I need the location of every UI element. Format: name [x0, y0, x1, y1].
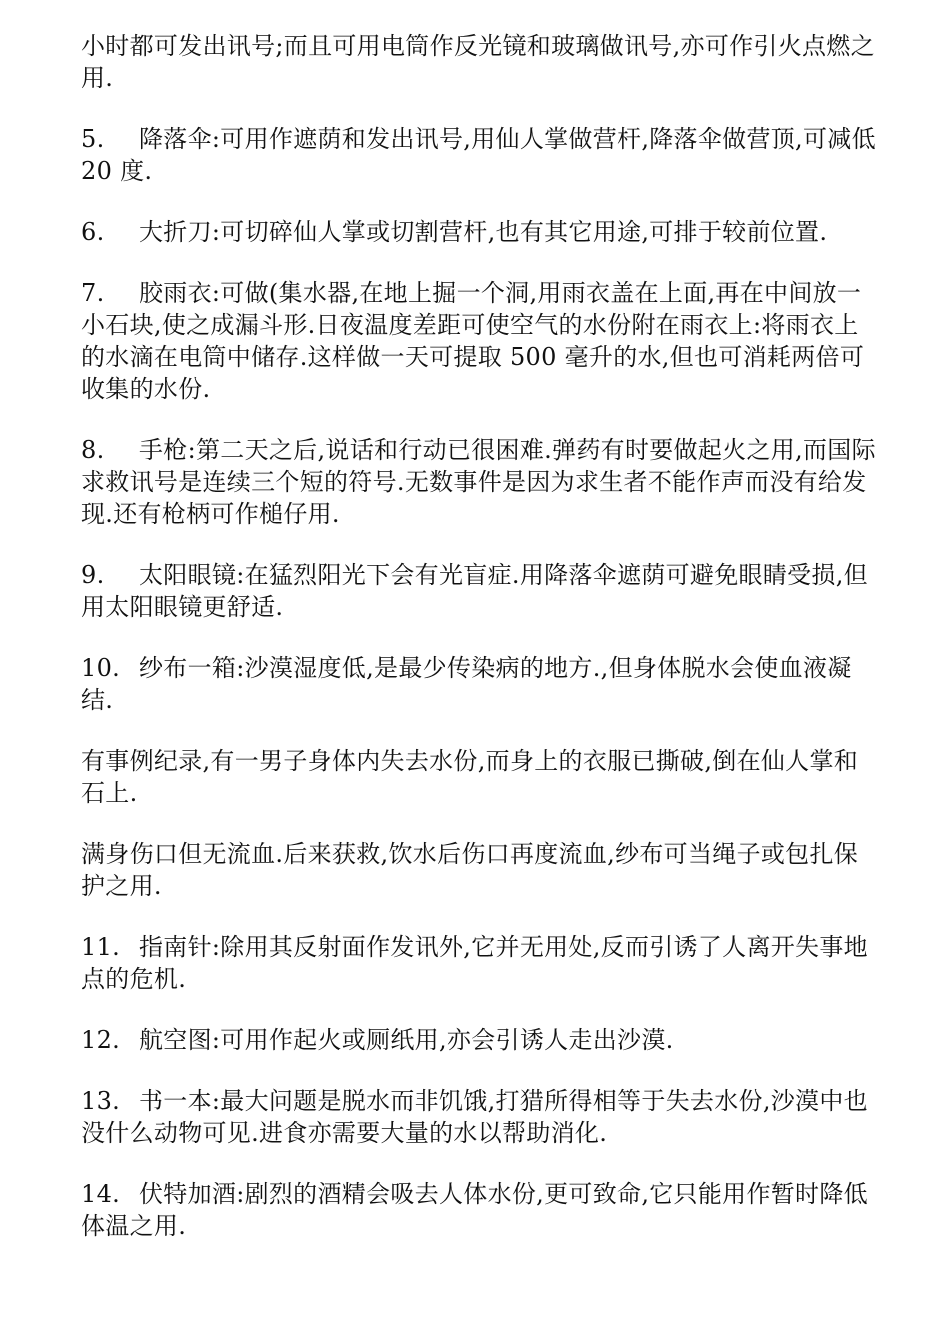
item-number: 14.: [81, 1180, 121, 1208]
list-item-book: [81, 1085, 881, 1149]
item-text: 太阳眼镜:在猛烈阳光下会有光盲症.用降落伞遮荫可避免眼睛受损,但用太阳眼镜更舒适.: [81, 561, 868, 621]
item-number: 13.: [81, 1087, 121, 1115]
list-item-air-map: [81, 1024, 881, 1056]
list-item-sunglasses: [81, 559, 881, 623]
list-item-knife: [81, 216, 881, 248]
list-item-parachute: [81, 123, 881, 187]
item-number: 6.: [81, 218, 105, 246]
item-text: 指南针:除用其反射面作发讯外,它并无用处,反而引诱了人离开失事地点的危机.: [81, 933, 868, 993]
paragraph-case-record: [81, 745, 881, 809]
paragraph-text: 小时都可发出讯号;而且可用电筒作反光镜和玻璃做讯号,亦可作引火点燃之用.: [81, 32, 875, 92]
list-item-vodka: [81, 1178, 881, 1242]
paragraph-case-rescue: [81, 838, 881, 902]
item-number: 8.: [81, 436, 105, 464]
list-item-compass: [81, 931, 881, 995]
item-text: 胶雨衣:可做(集水器,在地上掘一个洞,用雨衣盖在上面,再在中间放一小石块,使之成漏斗形.日夜温度差距可使空气的水份附在雨衣上:将雨衣上的水滴在电筒中储存.这样做一天可提取 500 毫升的水,但也可消耗两倍可收集的水份.: [81, 279, 865, 403]
item-text: 纱布一箱:沙漠湿度低,是最少传染病的地方.,但身体脱水会使血液凝结.: [81, 654, 852, 714]
item-text: 书一本:最大问题是脱水而非饥饿,打猎所得相等于失去水份,沙漠中也没什么动物可见.进食亦需要大量的水以帮助消化.: [81, 1087, 868, 1147]
item-text: 降落伞:可用作遮荫和发出讯号,用仙人掌做营杆,降落伞做营顶,可减低 20 度.: [81, 125, 876, 185]
paragraph-continued: [81, 30, 881, 94]
paragraph-text: 有事例纪录,有一男子身体内失去水份,而身上的衣服已撕破,倒在仙人掌和石上.: [81, 747, 859, 807]
item-number: 12.: [81, 1026, 121, 1054]
list-item-pistol: [81, 434, 881, 530]
item-number: 5.: [81, 125, 105, 153]
item-text: 航空图:可用作起火或厕纸用,亦会引诱人走出沙漠.: [139, 1026, 674, 1054]
item-number: 9.: [81, 561, 105, 589]
item-text: 手枪:第二天之后,说话和行动已很困难.弹药有时要做起火之用,而国际求救讯号是连续三个短的符号.无数事件是因为求生者不能作声而没有给发现.还有枪柄可作槌仔用.: [81, 436, 876, 528]
item-number: 7.: [81, 279, 105, 307]
item-number: 11.: [81, 933, 121, 961]
paragraph-text: 满身伤口但无流血.后来获救,饮水后伤口再度流血,纱布可当绳子或包扎保护之用.: [81, 840, 859, 900]
document-page: [81, 30, 881, 1271]
item-text: 伏特加酒:剧烈的酒精会吸去人体水份,更可致命,它只能用作暂时降低体温之用.: [81, 1180, 868, 1240]
item-number: 10.: [81, 654, 121, 682]
list-item-raincoat: [81, 277, 881, 405]
list-item-gauze: [81, 652, 881, 716]
item-text: 大折刀:可切碎仙人掌或切割营杆,也有其它用途,可排于较前位置.: [139, 218, 828, 246]
